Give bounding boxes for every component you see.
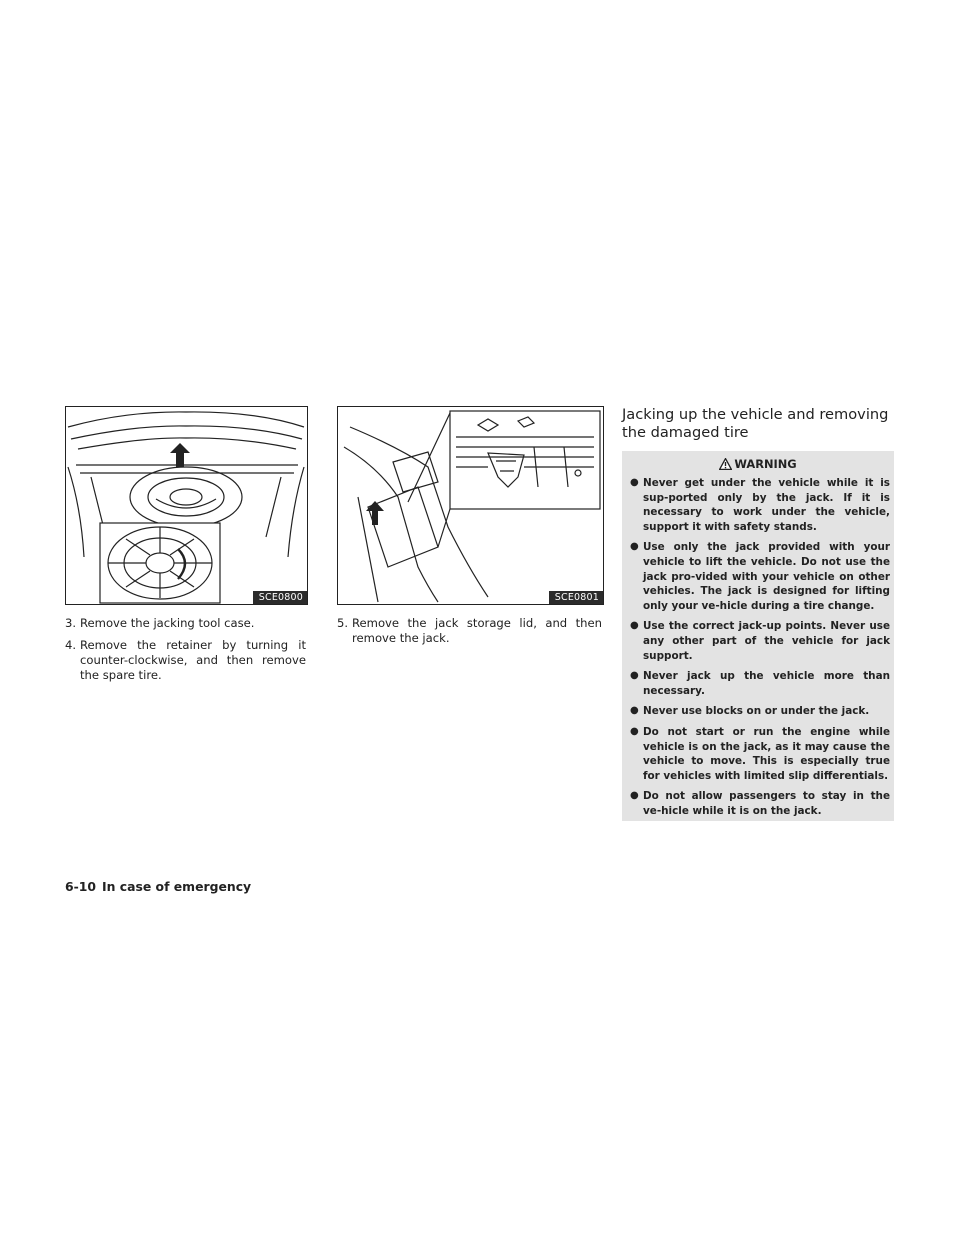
- warning-item: ● Never use blocks on or under the jack.: [630, 705, 870, 718]
- figure-jack-storage: [337, 406, 604, 605]
- warning-list: [628, 476, 890, 824]
- step-number: 5.: [337, 616, 349, 630]
- figure-spare-tire: [65, 406, 308, 605]
- bullet-icon: ●: [630, 705, 639, 717]
- step-4: [65, 638, 306, 683]
- step-text: Remove the jack storage lid, and then remove the jack.: [352, 616, 602, 645]
- figure-code: SCE0801: [549, 591, 603, 604]
- warning-triangle-icon: [719, 458, 732, 473]
- warning-item: ● Do not allow passengers to stay in the ve-hicle while it is on the jack.: [630, 790, 890, 817]
- section-heading: [622, 406, 902, 442]
- heading-line-1: Jacking up the vehicle and removing: [622, 406, 889, 423]
- step-number: 4.: [65, 638, 77, 652]
- warning-item: ● Never get under the vehicle while it is sup-ported only by the jack. If it is necessary to work under the vehicle, support it with safety stands.: [630, 477, 890, 533]
- footer-section-title: In case of emergency: [102, 879, 252, 894]
- figure-code: SCE0800: [253, 591, 307, 604]
- bullet-icon: ●: [630, 541, 639, 553]
- page-number: 6-10: [65, 879, 97, 894]
- bullet-icon: ●: [630, 477, 639, 488]
- spare-tire-illustration: [66, 407, 307, 604]
- bullet-icon: ●: [630, 620, 639, 632]
- step-3: [65, 616, 306, 631]
- warning-item: ● Use the correct jack-up points. Never use any other part of the vehicle for jack support.: [630, 620, 890, 662]
- warning-title-text: WARNING: [734, 457, 797, 471]
- step-text: Remove the jacking tool case.: [80, 616, 255, 630]
- warning-item: ● Do not start or run the engine while vehicle is on the jack, as it may cause the vehicle to move. This is especially true for vehicles with limited slip differentials.: [630, 725, 890, 782]
- bullet-icon: ●: [630, 670, 639, 682]
- bullet-icon: ●: [630, 790, 639, 802]
- warning-box: [622, 451, 894, 821]
- step-number: 3.: [65, 616, 77, 630]
- heading-line-2: the damaged tire: [622, 424, 749, 441]
- step-text: Remove the retainer by turning it counter-clockwise, and then remove the spare tire.: [80, 638, 306, 682]
- warning-item: ● Never jack up the vehicle more than necessary.: [630, 670, 890, 697]
- jack-storage-illustration: [338, 407, 603, 604]
- page-footer: [65, 879, 251, 894]
- warning-title: [622, 457, 894, 473]
- bullet-icon: ●: [630, 725, 639, 737]
- step-5: [337, 616, 602, 646]
- warning-item: ● Use only the jack provided with your vehicle to lift the vehicle. Do not use the jack pro-vided with your vehicle on other vehicles. The jack is designed for lifting only your ve-hicle during a tire change.: [630, 541, 890, 612]
